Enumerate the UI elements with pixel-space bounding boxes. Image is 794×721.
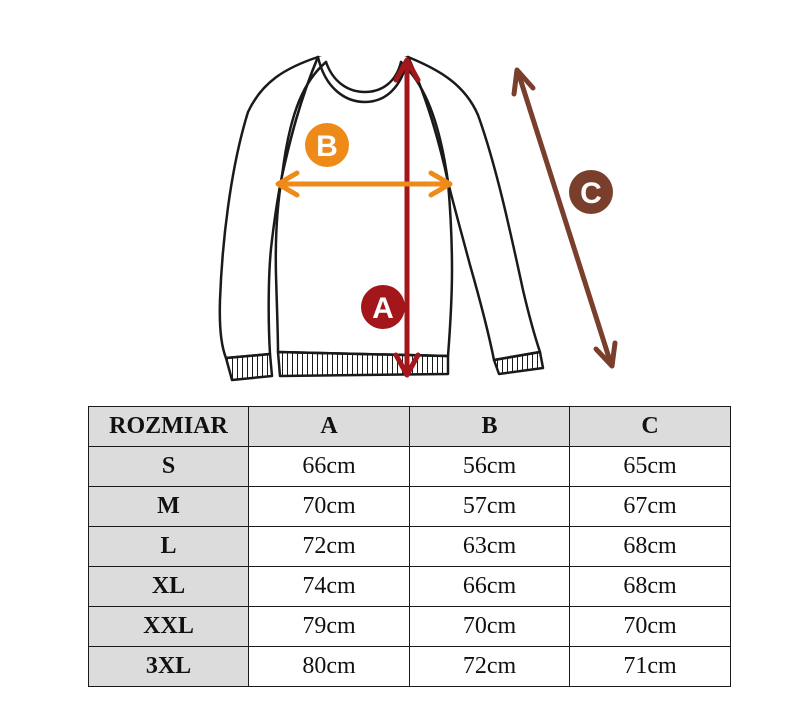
header-b: B	[410, 407, 570, 447]
value-a: 80cm	[249, 647, 410, 687]
table-row	[89, 487, 731, 527]
value-b: 63cm	[410, 527, 570, 567]
value-c: 68cm	[570, 567, 731, 607]
table-row	[89, 527, 731, 567]
badge-b	[305, 123, 349, 167]
value-c: 67cm	[570, 487, 731, 527]
header-a: A	[249, 407, 410, 447]
table-row	[89, 447, 731, 487]
table-row	[89, 647, 731, 687]
value-a: 70cm	[249, 487, 410, 527]
value-b: 72cm	[410, 647, 570, 687]
value-a: 72cm	[249, 527, 410, 567]
value-a: 66cm	[249, 447, 410, 487]
value-c: 65cm	[570, 447, 731, 487]
size-label: 3XL	[89, 647, 249, 687]
size-label: S	[89, 447, 249, 487]
value-a: 79cm	[249, 607, 410, 647]
value-a: 74cm	[249, 567, 410, 607]
value-c: 68cm	[570, 527, 731, 567]
badge-a-label: A	[372, 292, 394, 325]
badge-c	[569, 170, 613, 214]
header-size: ROZMIAR	[89, 407, 249, 447]
table-row	[89, 607, 731, 647]
value-b: 56cm	[410, 447, 570, 487]
table-header-row	[89, 407, 731, 447]
size-label: XL	[89, 567, 249, 607]
value-b: 66cm	[410, 567, 570, 607]
value-c: 71cm	[570, 647, 731, 687]
value-c: 70cm	[570, 607, 731, 647]
size-label: L	[89, 527, 249, 567]
size-chart-table	[88, 406, 731, 687]
table-row	[89, 567, 731, 607]
badge-b-label: B	[316, 130, 338, 163]
size-label: XXL	[89, 607, 249, 647]
value-b: 70cm	[410, 607, 570, 647]
badge-c-label: C	[580, 177, 602, 210]
badge-a	[361, 285, 405, 329]
header-c: C	[570, 407, 731, 447]
size-label: M	[89, 487, 249, 527]
value-b: 57cm	[410, 487, 570, 527]
